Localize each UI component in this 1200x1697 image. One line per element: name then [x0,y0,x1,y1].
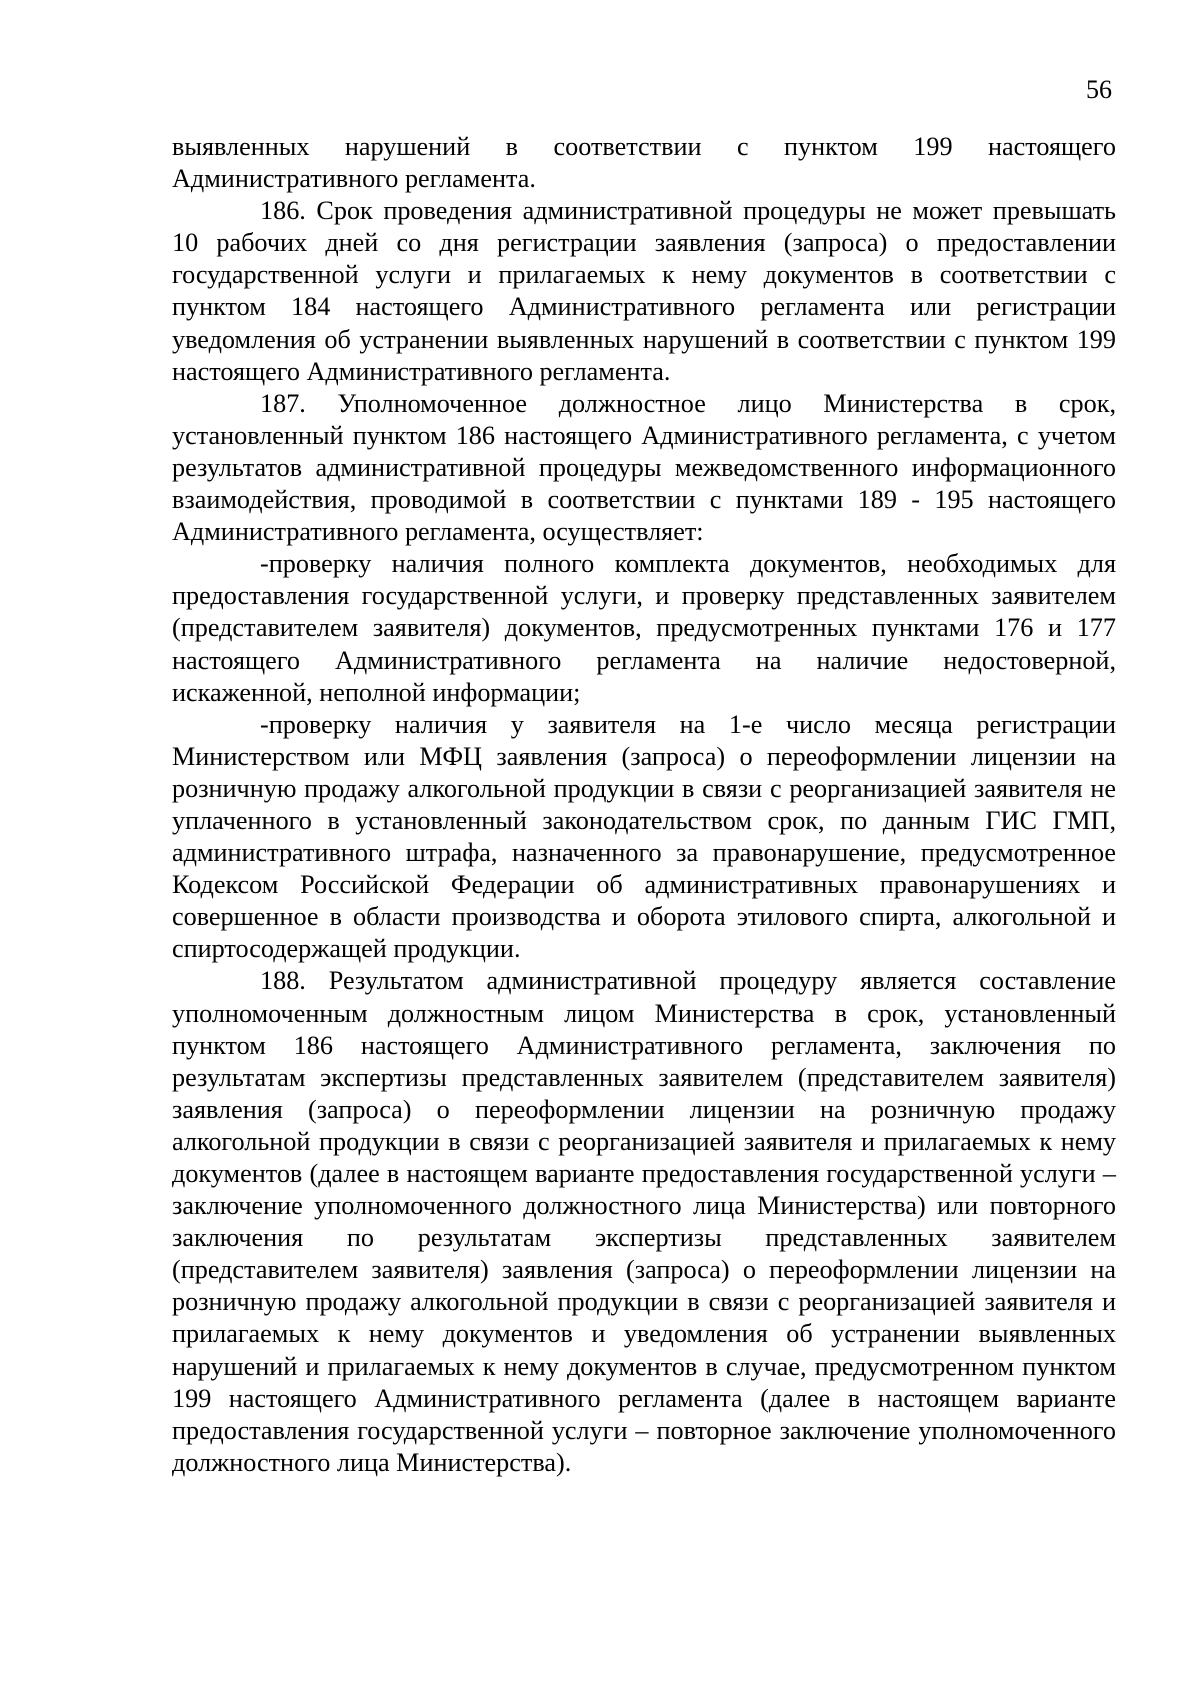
page-number: 56 [1086,75,1112,104]
paragraph-187-item-2: -проверку наличия у заявителя на 1-е число месяца регистрации Министерством или МФЦ заявления (запроса) о переоформлении лицензии на розничную продажу алкогольной продукции в связи с реорганизацией заявителя не уплаченного в установленный законодательством срок, по данным ГИС ГМП, административного штрафа, назначенного за правонарушение, предусмотренное Кодексом Российской Федерации об административных правонарушениях и совершенное в области производства и оборота этилового спирта, алкогольной и спиртосодержащей продукции. [172,709,1116,964]
paragraph-188: 188. Результатом административной процедуру является составление уполномоченным должностным лицом Министерства в срок, установленный пунктом 186 настоящего Административного регламента, заключения по результатам экспертизы представленных заявителем (представителем заявителя) заявления (запроса) о переоформлении лицензии на розничную продажу алкогольной продукции в связи с реорганизацией заявителя и прилагаемых к нему документов (далее в настоящем варианте предоставления государственной услуги – заключение уполномоченного должностного лица Министерства) или повторного заключения по результатам экспертизы представленных заявителем (представителем заявителя) заявления (запроса) о переоформлении лицензии на розничную продажу алкогольной продукции в связи с реорганизацией заявителя и прилагаемых к нему документов и уведомления об устранении выявленных нарушений и прилагаемых к нему документов в случае, предусмотренном пунктом 199 настоящего Административного регламента (далее в настоящем варианте предоставления государственной услуги – повторное заключение уполномоченного должностного лица Министерства). [172,966,1116,1477]
document-body [172,131,1116,1479]
paragraph-187-item-1: -проверку наличия полного комплекта документов, необходимых для предоставления государственной услуги, и проверку представленных заявителем (представителем заявителя) документов, предусмотренных пунктами 176 и 177 настоящего Административного регламента на наличие недостоверной, искаженной, неполной информации; [172,549,1116,707]
paragraph-186: 186. Срок проведения административной процедуры не может превышать 10 рабочих дней со дня регистрации заявления (запроса) о предоставлении государственной услуги и прилагаемых к нему документов в соответствии с пунктом 184 настоящего Административного регламента или регистрации уведомления об устранении выявленных нарушений в соответствии с пунктом 199 настоящего Административного регламента. [172,196,1116,386]
paragraph-continuation: выявленных нарушений в соответствии с пунктом 199 настоящего Административного регламента. [172,132,1116,194]
paragraph-187: 187. Уполномоченное должностное лицо Министерства в срок, установленный пунктом 186 настоящего Административного регламента, с учетом результатов административной процедуры межведомственного информационного взаимодействия, проводимой в соответствии с пунктами 189 - 195 настоящего Административного регламента, осуществляет: [172,388,1116,547]
